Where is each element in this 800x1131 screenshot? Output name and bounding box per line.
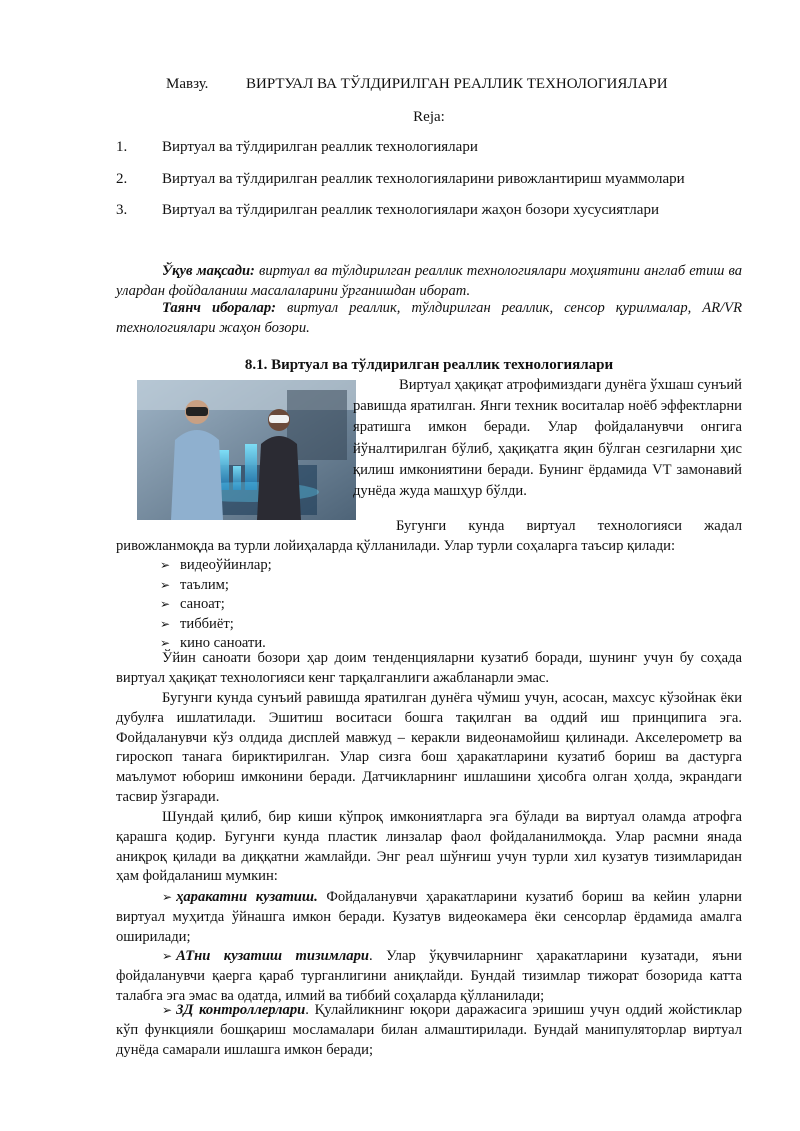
tracking-item-label: ҳаракатни кузатиш. [176, 889, 318, 905]
tracking-item-label: АТни кузатиш тизимлари [176, 948, 369, 964]
plan-item-text: Виртуал ва тўлдирилган реаллик технологиялари жаҳон бозори хусусиятлари [162, 202, 659, 218]
arrowhead-bullet-icon: ➢ [162, 1003, 173, 1017]
arrowhead-bullet-icon: ➢ [160, 558, 171, 572]
paragraph [116, 517, 742, 557]
learning-goal-label: Ўқув мақсади: [162, 263, 255, 279]
keywords [116, 299, 742, 339]
paragraph-text: Бугунги кунда виртуал технологияси жадал ривожланмоқда ва турли лойиҳаларда қўлланилади. Улар турли соҳаларга таъсир қилади: [116, 518, 742, 554]
bullet-list [160, 556, 272, 654]
intro-text: Виртуал ҳақиқат атрофимиздаги дунёга ўхшаш сунъий равишда яратилган. Янги техник воситалар ноёб эффектларни яратишга имкон беради. Улар фойдаланувчи онгига йўналтирилган бўлиб, ҳақиқатга яқин бўлган сезгиларни ҳис қилиш имкониятини беради. Бунинг ёрдамида VT замонавий дунёда жуда машҳур бўлди. [353, 377, 742, 500]
intro-paragraph [353, 375, 742, 502]
paragraph: Бугунги кунда сунъий равишда яратилган дунёга чўмиш учун, асосан, махсус кўзойнак ёки дубулға ишлатилади. Эшитиш воситаси бошга тақилган ва оддий иш принципига эга. Фойдаланувчи кўз олдида дисплей мавжуд – керакли видеонамойиш қилинади. Акселерометр ва гироскоп танага бириктирилган. Улар сизга бош ҳаракатларини кузатиб бориш ва дастурга маълумот юбориш имконини беради. Датчикларнинг ишлашини ҳисобга олган ҳолда, экрандаги тасвир ўзгаради. [116, 690, 742, 805]
list-item-text: тиббиёт; [180, 615, 234, 632]
tracking-item-text: Фойдаланувчи ҳаракатларини кузатиб бориш ва кейин уларни виртуал муҳитда ўйнашга имкон беради. Кузатув видеокамера ёки сенсорлар ёрдамида амалга оширилади; [116, 889, 742, 945]
section-title: 8.1. Виртуал ва тўлдирилган реаллик технологиялари [244, 357, 614, 373]
list-item-text: таълим; [180, 576, 229, 593]
plan-heading: Reja: [413, 109, 445, 125]
plan-item-number: 1. [116, 139, 128, 155]
list-item [160, 556, 272, 576]
list-item-text: кино саноати. [180, 635, 266, 652]
list-item [160, 595, 272, 615]
arrowhead-bullet-icon: ➢ [162, 890, 173, 904]
arrowhead-bullet-icon: ➢ [160, 597, 171, 612]
list-item [160, 615, 272, 635]
tracking-item [116, 947, 742, 1006]
arrowhead-bullet-icon: ➢ [160, 577, 171, 592]
plan-item-text: Виртуал ва тўлдирилган реаллик технологияларини ривожлантириш муаммолари [162, 171, 685, 187]
topic-label: Мавзу. [166, 76, 209, 92]
list-item-text: саноат; [180, 596, 225, 613]
list-item-text: видеоўйинлар; [180, 557, 272, 573]
keywords-label: Таянч иборалар: [162, 300, 277, 316]
plan-item-number: 3. [116, 202, 128, 218]
topic-title: ВИРТУАЛ ВА ТЎЛДИРИЛГАН РЕАЛЛИК ТЕХНОЛОГИЯЛАРИ [246, 76, 668, 92]
plan-item-text: Виртуал ва тўлдирилган реаллик технологиялари [162, 139, 478, 155]
arrowhead-bullet-icon: ➢ [160, 616, 171, 631]
paragraph: Ўйин саноати бозори ҳар доим тенденцияларни кузатиб боради, шунинг учун бу соҳада виртуал ҳақиқат технологияси кенг тарқалганлиги ажабланарли эмас. [116, 650, 742, 686]
plan-item-number: 2. [116, 171, 128, 187]
list-item [160, 576, 272, 596]
paragraph: Шундай қилиб, бир киши кўпроқ имкониятларга эга бўлади ва виртуал оламда атрофга қарашга қодир. Бугунги кунда пластик линзалар фаол фойдаланилмоқда. Улар расмни янада аниқроқ қилади ва диққатни жамлайди. Энг реал шўнғиш учун турли хил кузатув тизимларидан ҳам фойдаланиш мумкин: [116, 809, 742, 885]
learning-goal-text: виртуал ва тўлдирилган реаллик технологиялари моҳиятини англаб етиш ва улардан фойдаланиш масалаларини ўрганишдан иборат. [116, 263, 742, 299]
arrowhead-bullet-icon: ➢ [160, 636, 171, 651]
tracking-item [116, 1001, 742, 1060]
tracking-item-text: . Улар ўқувчиларнинг ҳаракатларини кузатади, яъни фойдаланувчи қаерга қараб турганлигини аниқлайди. Бундай тизимлар тижорат бозорида катта талабга эга эмас ва одатда, илмий ва тиббий соҳаларда қўлланилади; [116, 948, 742, 1004]
learning-goal [116, 262, 742, 302]
tracking-item-text: . Қулайликнинг юқори даражасига эришиш учун оддий жойстиклар кўп функцияли бошқариш мосламалари билан алмаштирилади. Бундай манипуляторлар виртуал дунёда самарали ишлашга имкон беради; [116, 1002, 742, 1058]
tracking-item [116, 888, 742, 947]
vr-photo [137, 380, 356, 520]
tracking-item-label: 3Д контроллерлари [176, 1002, 306, 1018]
arrowhead-bullet-icon: ➢ [162, 949, 173, 963]
keywords-text: виртуал реаллик, тўлдирилган реаллик, сенсор қурилмалар, AR/VR технологиялари жаҳон бозори. [116, 300, 742, 336]
